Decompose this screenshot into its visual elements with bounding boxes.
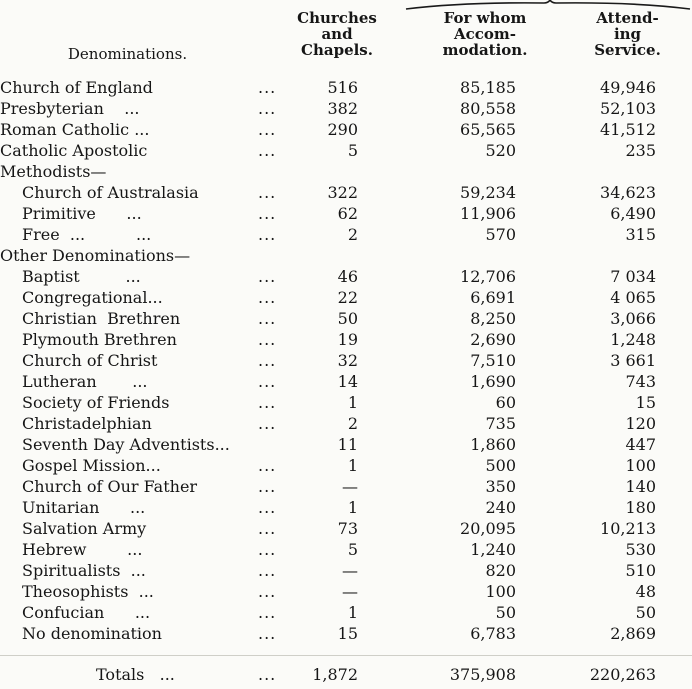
attending-value: 52,103 [600,99,656,118]
leader-dots: ... [258,393,277,412]
denomination-name: Presbyterian ... [0,99,140,118]
churches-value: 1 [347,393,358,412]
churches-value: 19 [337,330,358,349]
churches-value: 46 [337,267,358,286]
totals-row [0,664,692,685]
leader-dots: ... [258,99,277,118]
leader-dots: ... [258,561,277,580]
table-row [0,455,692,476]
header-accommodation: For whom Accom- modation. [442,9,528,59]
header-attending-service: Attend- ing Service. [594,9,661,59]
attending-value: 7 034 [610,267,656,286]
accommodation-value: 820 [485,561,516,580]
leader-dots: ... [258,120,277,139]
table-row [0,581,692,602]
table-row [0,329,692,350]
accommodation-value: 50 [495,603,516,622]
attending-value: 743 [625,372,656,391]
table-row [0,308,692,329]
denomination-name: Church of England [0,78,153,97]
attending-value: 49,946 [600,78,656,97]
attending-value: 10,213 [600,519,656,538]
denomination-name: Church of Christ [22,351,158,370]
accommodation-value: 2,690 [470,330,516,349]
totals-churches: 1,872 [312,665,358,684]
churches-value: 5 [347,540,358,559]
accommodation-value: 500 [485,456,516,475]
churches-value: 2 [347,414,358,433]
churches-value: — [342,477,358,496]
attending-value: 100 [625,456,656,475]
leader-dots: ... [258,288,277,307]
attending-value: 48 [635,582,656,601]
denomination-name: Church of Our Father [22,477,198,496]
leader-dots: ... [258,267,277,286]
accommodation-value: 65,565 [460,120,516,139]
table-row [0,497,692,518]
totals-accommodation: 375,908 [449,665,516,684]
table-row [0,539,692,560]
leader-dots: ... [258,582,277,601]
churches-value: 382 [327,99,358,118]
denomination-name: Catholic Apostolic [0,141,148,160]
accommodation-value: 80,558 [460,99,516,118]
attending-value: 3,066 [610,309,656,328]
denomination-name: Primitive ... [22,204,142,223]
churches-value: 1 [347,603,358,622]
totals-divider [0,655,692,656]
table-row [0,560,692,581]
accommodation-value: 735 [485,414,516,433]
accommodation-value: 8,250 [470,309,516,328]
churches-value: 2 [347,225,358,244]
totals-attending: 220,263 [589,665,656,684]
table-row [0,413,692,434]
attending-value: 140 [625,477,656,496]
leader-dots: ... [258,225,277,244]
accommodation-value: 570 [485,225,516,244]
table-row [0,350,692,371]
attending-value: 6,490 [610,204,656,223]
accommodation-value: 12,706 [460,267,516,286]
leader-dots: ... [258,141,277,160]
totals-label: Totals ... [96,665,175,684]
leader-dots: ... [258,456,277,475]
leader-dots: ... [258,183,277,202]
churches-value: 1 [347,498,358,517]
table-row [0,287,692,308]
accommodation-value: 350 [485,477,516,496]
table-row [0,182,692,203]
table-row [0,623,692,644]
denomination-name: No denomination [22,624,162,643]
table-row [0,119,692,140]
table-row [0,140,692,161]
denomination-name: Confucian ... [22,603,151,622]
churches-value: 5 [347,141,358,160]
attending-value: 510 [625,561,656,580]
churches-value: 1 [347,456,358,475]
attending-value: 34,623 [600,183,656,202]
denomination-name: Society of Friends [22,393,170,412]
churches-value: 62 [337,204,358,223]
attending-value: 315 [625,225,656,244]
churches-value: 73 [337,519,358,538]
leader-dots: ... [258,498,277,517]
churches-value: 290 [327,120,358,139]
attending-value: 180 [625,498,656,517]
accommodation-value: 11,906 [460,204,516,223]
leader-dots: ... [258,78,277,97]
attending-value: 447 [625,435,656,454]
table-row [0,602,692,623]
leader-dots: ... [258,330,277,349]
accommodation-value: 1,240 [470,540,516,559]
denomination-name: Christian Brethren [22,309,181,328]
accommodation-value: 240 [485,498,516,517]
attending-value: 15 [635,393,656,412]
accommodation-value: 7,510 [470,351,516,370]
denomination-name: Lutheran ... [22,372,148,391]
denomination-name: Other Denominations— [0,246,191,265]
accommodation-value: 6,691 [470,288,516,307]
denomination-name: Seventh Day Adventists... [22,435,230,454]
table-row [0,266,692,287]
leader-dots: ... [258,204,277,223]
churches-value: 11 [337,435,358,454]
denomination-name: Plymouth Brethren [22,330,177,349]
denomination-name: Salvation Army [22,519,147,538]
attending-value: 235 [625,141,656,160]
totals-leader-dots: ... [258,665,277,684]
denomination-name: Hebrew ... [22,540,143,559]
leader-dots: ... [258,351,277,370]
accommodation-value: 60 [495,393,516,412]
accommodation-value: 100 [485,582,516,601]
accommodation-value: 59,234 [460,183,516,202]
table-row [0,371,692,392]
churches-value: — [342,582,358,601]
attending-value: 120 [625,414,656,433]
table-row [0,392,692,413]
denomination-name: Unitarian ... [22,498,146,517]
churches-value: 32 [337,351,358,370]
leader-dots: ... [258,540,277,559]
attending-value: 530 [625,540,656,559]
churches-value: 516 [327,78,358,97]
attending-value: 1,248 [610,330,656,349]
table-row [0,77,692,98]
churches-value: 50 [337,309,358,328]
attending-value: 3 661 [610,351,656,370]
denomination-name: Methodists— [0,162,107,181]
header-denominations: Denominations. [67,45,188,63]
churches-value: 322 [327,183,358,202]
accommodation-value: 520 [485,141,516,160]
attending-value: 41,512 [600,120,656,139]
table-row [0,224,692,245]
header-churches-chapels: Churches and Chapels. [297,9,377,59]
table-row [0,518,692,539]
accommodation-value: 6,783 [470,624,516,643]
denomination-name: Congregational... [22,288,163,307]
accommodation-value: 1,690 [470,372,516,391]
churches-value: — [342,561,358,580]
table-row [0,476,692,497]
table-row [0,434,692,455]
attending-value: 2,869 [610,624,656,643]
accommodation-value: 1,860 [470,435,516,454]
denomination-name: Free ... ... [22,225,152,244]
accommodation-value: 85,185 [460,78,516,97]
churches-value: 14 [337,372,358,391]
denomination-name: Christadelphian [22,414,152,433]
table-row [0,203,692,224]
leader-dots: ... [258,477,277,496]
table-row [0,98,692,119]
leader-dots: ... [258,603,277,622]
denomination-name: Gospel Mission... [22,456,161,475]
table-row [0,245,692,266]
attending-value: 4 065 [610,288,656,307]
leader-dots: ... [258,309,277,328]
table-row [0,161,692,182]
leader-dots: ... [258,519,277,538]
accommodation-value: 20,095 [460,519,516,538]
attending-value: 50 [635,603,656,622]
denomination-name: Spiritualists ... [22,561,146,580]
leader-dots: ... [258,624,277,643]
leader-dots: ... [258,372,277,391]
denomination-name: Roman Catholic ... [0,120,150,139]
churches-value: 22 [337,288,358,307]
denomination-name: Church of Australasia [22,183,199,202]
denomination-name: Theosophists ... [22,582,154,601]
churches-value: 15 [337,624,358,643]
leader-dots: ... [258,414,277,433]
denomination-name: Baptist ... [22,267,141,286]
